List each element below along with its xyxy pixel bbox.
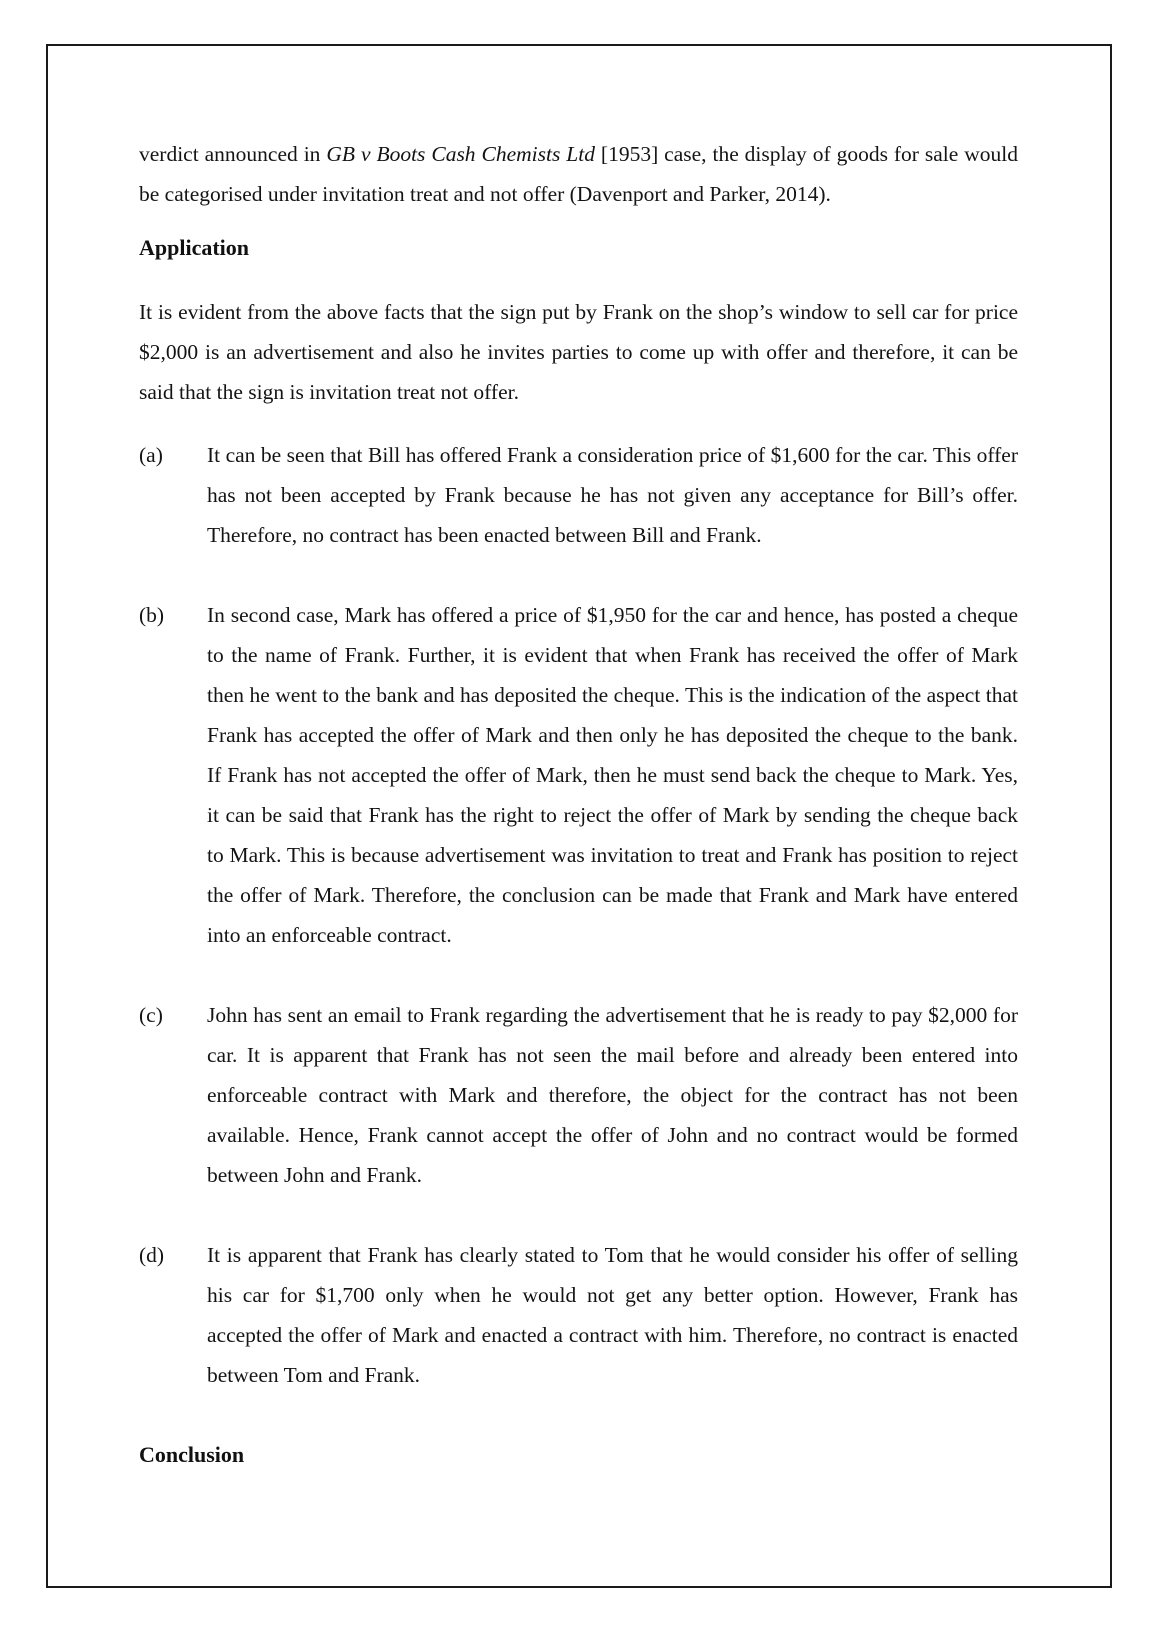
list-text-d: It is apparent that Frank has clearly stated to Tom that he would consider his offer of selling his car for $1,700 only when he would not get any better option. However, Frank has accepted the offer of Mark and enacted a contract with him. Therefore, no contract is enacted between Tom and Frank. — [207, 1243, 1018, 1387]
list-label-a: (a) — [139, 443, 163, 467]
intro-paragraph — [139, 134, 1018, 214]
list-label-b: (b) — [139, 603, 165, 627]
list-item-b — [139, 595, 1018, 955]
list-text-c: John has sent an email to Frank regarding the advertisement that he is ready to pay $2,000 for car. It is apparent that Frank has not seen the mail before and already been entered into enforceable contract with Mark and therefore, the object for the contract has not been available. Hence, Frank cannot accept the offer of John and no contract would be formed between John and Frank. — [207, 1003, 1018, 1187]
list-item-d — [139, 1235, 1018, 1395]
list-label-d: (d) — [139, 1243, 165, 1267]
document-content — [48, 46, 1110, 1586]
application-intro-paragraph: It is evident from the above facts that the sign put by Frank on the shop’s window to sell car for price $2,000 is an advertisement and also he invites parties to come up with offer and therefore, it can be said that the sign is invitation treat not offer. — [139, 300, 1018, 404]
list-text-a: It can be seen that Bill has offered Frank a consideration price of $1,600 for the car. This offer has not been accepted by Frank because he has not given any acceptance for Bill’s offer. Therefore, no contract has been enacted between Bill and Frank. — [207, 443, 1018, 547]
intro-text-after-case: [1953] case, the display of goods for sale would be categorised under invitation treat and not offer (Davenport and Parker, 2014). — [139, 142, 1018, 206]
application-heading: Application — [139, 235, 250, 260]
list-item-a — [139, 435, 1018, 555]
list-text-b: In second case, Mark has offered a price of $1,950 for the car and hence, has posted a cheque to the name of Frank. Further, it is evident that when Frank has received the offer of Mark then he went to the bank and has deposited the cheque. This is the indication of the aspect that Frank has accepted the offer of Mark and then only he has deposited the cheque to the bank. If Frank has not accepted the offer of Mark, then he must send back the cheque to Mark. Yes, it can be said that Frank has the right to reject the offer of Mark by sending the cheque back to Mark. This is because advertisement was invitation to treat and Frank has position to reject the offer of Mark. Therefore, the conclusion can be made that Frank and Mark have entered into an enforceable contract. — [207, 603, 1018, 947]
intro-text-before-case: verdict announced in — [139, 142, 327, 166]
list-label-c: (c) — [139, 1003, 163, 1027]
list-item-c — [139, 995, 1018, 1195]
page-border — [46, 44, 1112, 1588]
case-citation: GB v Boots Cash Chemists Ltd — [326, 142, 595, 166]
application-list — [139, 435, 1018, 1395]
conclusion-heading: Conclusion — [139, 1442, 245, 1467]
